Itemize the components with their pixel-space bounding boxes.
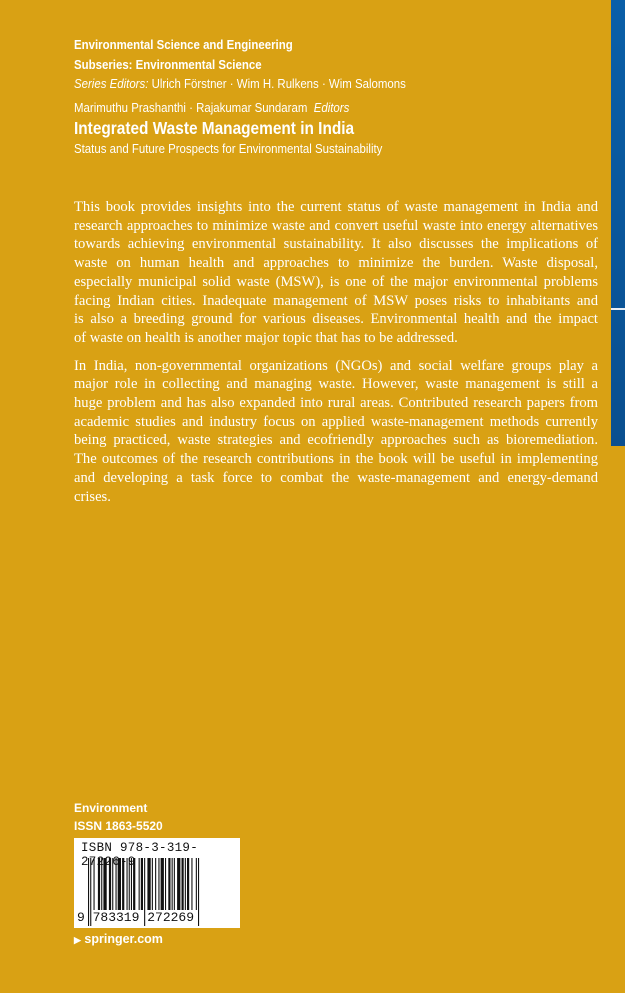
text-line: waste on human health and approaches to minimize the burden. Waste disposal, [74, 255, 598, 272]
subseries: Subseries: Environmental Science [74, 56, 262, 72]
text-line: academic studies and industry focus on applied waste-management methods currently [74, 413, 598, 430]
website-link[interactable]: ▶ springer.com [74, 932, 163, 946]
text-line: towards achieving environmental sustainability. It also discusses the implications of [74, 236, 598, 253]
book-subtitle: Status and Future Prospects for Environmental Sustainability [74, 141, 383, 156]
isbn: ISBN 978-3-319-27226-9 [81, 841, 199, 869]
header [74, 35, 451, 159]
text-line: huge problem and has also expanded into rural areas. Contributed research papers from [74, 395, 598, 412]
arrow-icon: ▶ [74, 935, 81, 945]
footer-info [74, 799, 163, 835]
paragraph [74, 357, 598, 507]
issn: ISSN 1863-5520 [74, 819, 163, 833]
text-line: This book provides insights into the current status of waste management in India and [74, 199, 598, 215]
text-line: being practiced, waste strategies and ecofriendly approaches such as bioremediation. [74, 432, 598, 449]
barcode [74, 838, 240, 928]
spine-divider [611, 308, 625, 310]
text-line: The outcomes of the research contributions in the book will be useful in implementing [74, 451, 598, 468]
text-line: and developing a task force to combat the waste-management and energy-demand [74, 469, 598, 486]
text-line: of waste on health is another major topic that has to be addressed. [74, 329, 458, 346]
text-line: is also a breeding ground for various diseases. Environmental health and the impact [74, 311, 598, 328]
text-line: crises. [74, 488, 111, 505]
book-title: Integrated Waste Management in India [74, 118, 355, 138]
blurb [74, 198, 598, 515]
text-line: facing Indian cities. Inadequate management of MSW poses risks to inhabitants and [74, 292, 598, 309]
text-line: In India, non-governmental organizations (NGOs) and social welfare groups play a [74, 357, 598, 374]
text-line: major role in collecting and managing waste. However, waste management is still a [74, 376, 598, 393]
barcode-number: 9 783319 272269 [77, 910, 195, 925]
series-name: Environmental Science and Engineering [74, 37, 293, 52]
spine-strip [611, 0, 625, 446]
category: Environment [74, 801, 148, 815]
text-line: especially municipal solid waste (MSW), is one of the major environmental problems [74, 273, 598, 290]
text-line: research approaches to minimize waste and convert useful waste into energy alternatives [74, 217, 598, 234]
book-editors: Marimuthu Prashanthi · Rajakumar Sundaram Editors [74, 99, 350, 115]
paragraph [74, 198, 598, 348]
series-editors: Series Editors: Ulrich Förstner · Wim H. Rulkens · Wim Salomons [74, 76, 406, 91]
